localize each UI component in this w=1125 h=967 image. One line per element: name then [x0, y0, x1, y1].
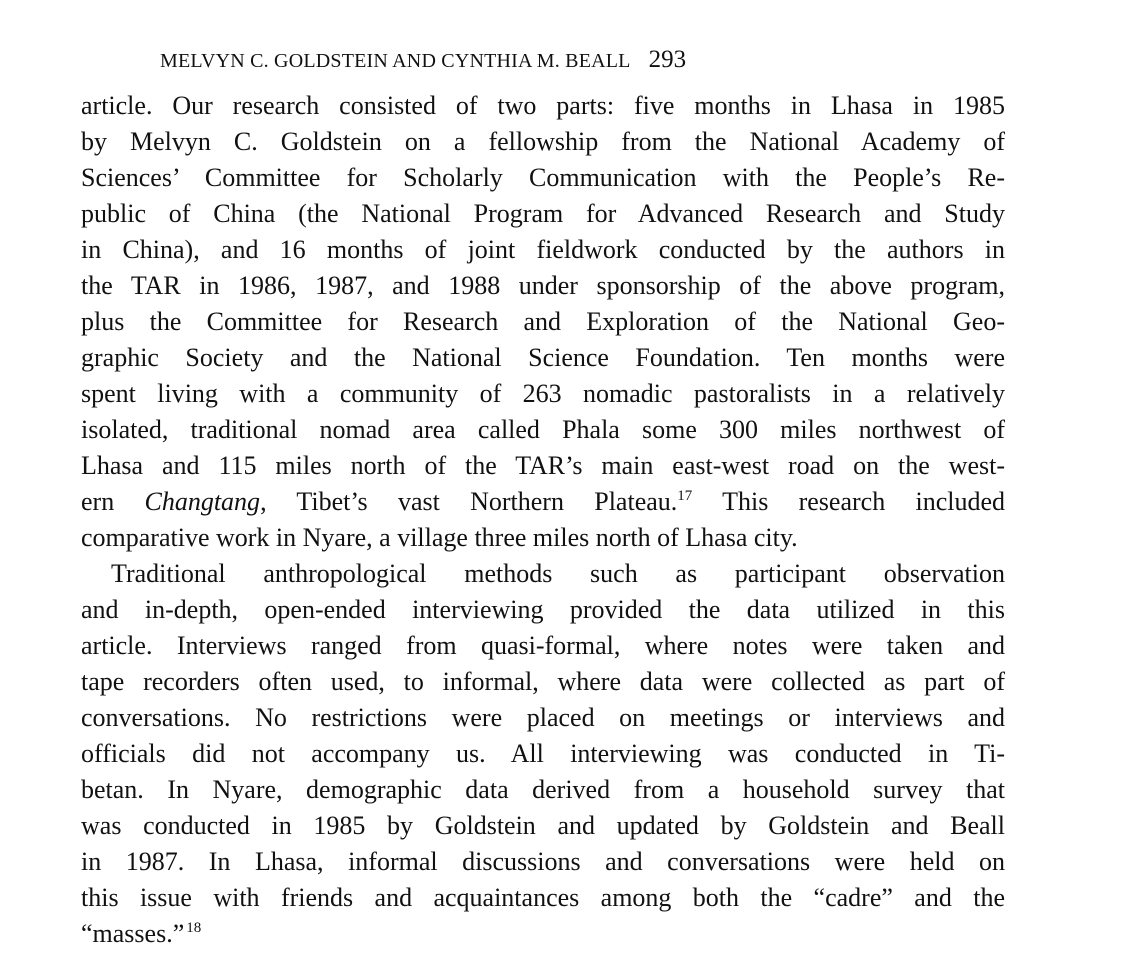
text-line: plus the Committee for Research and Exploration of the National Geo- [81, 307, 1005, 336]
text-line: isolated, traditional nomad area called Phala some 300 miles northwest of [81, 415, 1005, 444]
text-line [81, 484, 1005, 520]
text-line [81, 916, 1005, 952]
text-run: “masses.” [81, 919, 185, 948]
italic-term: Changtang [144, 487, 261, 516]
text-line: spent living with a community of 263 nomadic pastoralists in a relatively [81, 379, 1005, 408]
text-line: article. Interviews ranged from quasi-formal, where notes were taken and [81, 631, 1005, 660]
text-line: public of China (the National Program for Advanced Research and Study [81, 199, 1005, 228]
running-head: MELVYN C. GOLDSTEIN AND CYNTHIA M. BEALL [160, 50, 631, 72]
article-body [81, 88, 1005, 952]
text-line: was conducted in 1985 by Goldstein and updated by Goldstein and Beall [81, 811, 1005, 840]
text-line: the TAR in 1986, 1987, and 1988 under sponsorship of the above program, [81, 271, 1005, 300]
text-run: , Tibet’s vast Northern Plateau. [260, 487, 678, 516]
footnote-ref-18: 18 [186, 920, 202, 936]
text-run: ern [81, 487, 145, 516]
text-line: in China), and 16 months of joint fieldwork conducted by the authors in [81, 235, 1005, 264]
text-line: by Melvyn C. Goldstein on a fellowship from the National Academy of [81, 127, 1005, 156]
paragraph-1 [81, 88, 1005, 556]
footnote-ref-17: 17 [677, 488, 693, 504]
text-run: This research included [692, 487, 1005, 516]
text-line: graphic Society and the National Science Foundation. Ten months were [81, 343, 1005, 372]
page-header [160, 46, 686, 82]
text-line: Sciences’ Committee for Scholarly Communication with the People’s Re- [81, 163, 1005, 192]
text-line: betan. In Nyare, demographic data derived from a household survey that [81, 775, 1005, 804]
text-line: tape recorders often used, to informal, where data were collected as part of [81, 667, 1005, 696]
text-line: article. Our research consisted of two parts: five months in Lhasa in 1985 [81, 91, 1005, 120]
paragraph-2 [81, 556, 1005, 952]
text-line: conversations. No restrictions were placed on meetings or interviews and [81, 703, 1005, 732]
text-line: officials did not accompany us. All interviewing was conducted in Ti- [81, 739, 1005, 768]
text-line: Lhasa and 115 miles north of the TAR’s main east-west road on the west- [81, 451, 1005, 480]
text-line: and in-depth, open-ended interviewing provided the data utilized in this [81, 595, 1005, 624]
text-line: comparative work in Nyare, a village three miles north of Lhasa city. [81, 523, 798, 552]
text-line: Traditional anthropological methods such as participant observation [111, 559, 1005, 588]
text-line: this issue with friends and acquaintances among both the “cadre” and the [81, 883, 1005, 912]
page-number: 293 [648, 46, 687, 73]
text-line: in 1987. In Lhasa, informal discussions and conversations were held on [81, 847, 1005, 876]
